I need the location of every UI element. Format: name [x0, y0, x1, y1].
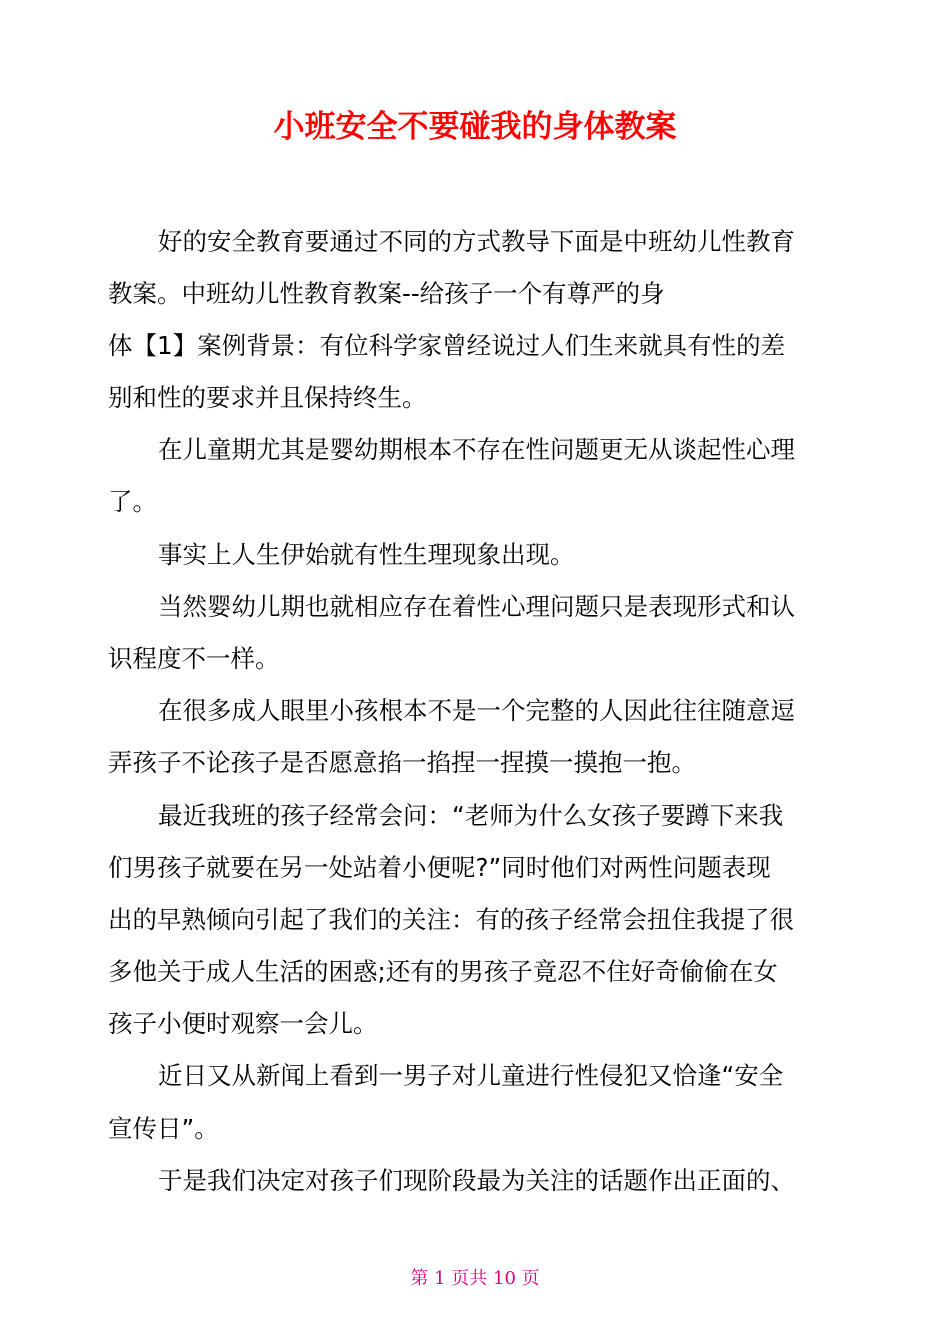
body-line-13: 们男孩子就要在另一处站着小便呢?”同时他们对两性问题表现: [108, 853, 771, 882]
body-line-18: 宣传日”。: [108, 1114, 219, 1143]
body-line-16: 孩子小便时观察一会儿。: [108, 1009, 378, 1038]
body-line-9: 识程度不一样。: [108, 644, 280, 673]
page-footer: 第 1 页共 10 页: [410, 1268, 540, 1289]
body-line-1: 好的安全教育要通过不同的方式教导下面是中班幼儿性教育: [158, 227, 795, 256]
body-line-11: 弄孩子不论孩子是否愿意掐一掐捏一捏摸一摸抱一抱。: [108, 748, 696, 777]
body-line-10: 在很多成人眼里小孩根本不是一个完整的人因此往往随意逗: [158, 696, 795, 725]
body-line-8: 当然婴幼儿期也就相应存在着性心理问题只是表现形式和认: [158, 592, 795, 621]
body-line-12: 最近我班的孩子经常会问：“老师为什么女孩子要蹲下来我: [158, 801, 784, 830]
body-line-14: 出的早熟倾向引起了我们的关注：有的孩子经常会扭住我提了很: [108, 905, 794, 934]
body-line-3: 体【1】案例背景：有位科学家曾经说过人们生来就具有性的差: [108, 331, 786, 360]
body-line-4: 别和性的要求并且保持终生。: [108, 383, 427, 412]
body-line-19: 于是我们决定对孩子们现阶段最为关注的话题作出正面的、: [158, 1166, 795, 1195]
body-line-5: 在儿童期尤其是婴幼期根本不存在性问题更无从谈起性心理: [158, 435, 795, 464]
body-line-17: 近日又从新闻上看到一男子对儿童进行性侵犯又恰逢“安全: [158, 1061, 784, 1090]
body-line-7: 事实上人生伊始就有性生理现象出现。: [158, 540, 575, 569]
body-line-15: 多他关于成人生活的困惑;还有的男孩子竟忍不住好奇偷偷在女: [108, 957, 778, 986]
body-line-6: 了。: [108, 487, 157, 516]
document-title: 小班安全不要碰我的身体教案: [273, 109, 677, 145]
body-line-2: 教案。中班幼儿性教育教案--给孩子一个有尊严的身: [108, 279, 665, 308]
